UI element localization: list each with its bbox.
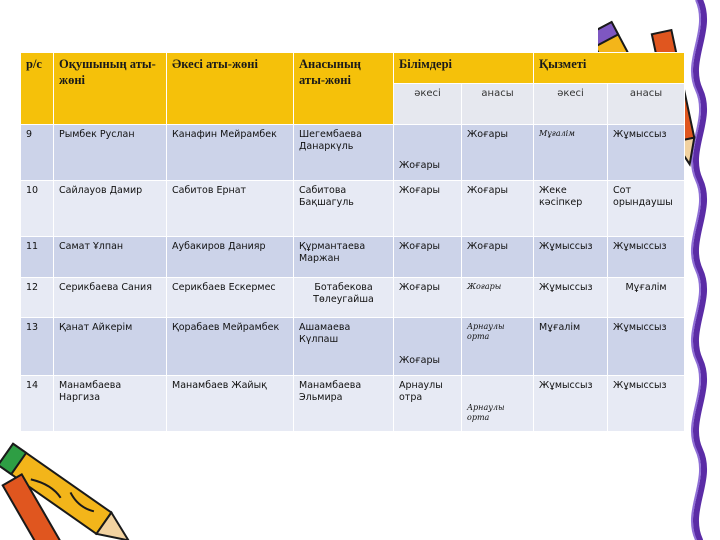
cell-student: Манамбаева Наргиза (54, 376, 167, 432)
cell-mother: Ботабекова Төлеугайша (294, 278, 394, 318)
cell-job-father: Жеке кәсіпкер (534, 181, 608, 237)
pencil-bottom-left-icon (0, 430, 130, 540)
subheader-job-mother: анасы (608, 84, 685, 125)
cell-job-mother: Сот орындаушы (608, 181, 685, 237)
subheader-job-father: әкесі (534, 84, 608, 125)
cell-edu-mother: Жоғары (462, 237, 534, 278)
cell-edu-mother: Жоғары (462, 278, 534, 318)
cell-job-father: Жұмыссыз (534, 376, 608, 432)
cell-mother: Шегембаева Данаркүль (294, 125, 394, 181)
cell-edu-mother: Жоғары (462, 125, 534, 181)
cell-father: Серикбаев Ескермес (167, 278, 294, 318)
cell-num: 13 (21, 318, 54, 376)
cell-num: 9 (21, 125, 54, 181)
cell-job-father: Жұмыссыз (534, 237, 608, 278)
cell-student: Серикбаева Сания (54, 278, 167, 318)
subheader-edu-father: әкесі (394, 84, 462, 125)
cell-mother: Ашамаева Күлпаш (294, 318, 394, 376)
cell-mother: Манамбаева Эльмира (294, 376, 394, 432)
cell-job-mother: Жұмыссыз (608, 376, 685, 432)
cell-edu-father: Жоғары (394, 278, 462, 318)
header-education: Білімдері (394, 53, 534, 84)
cell-mother: Құрмантаева Маржан (294, 237, 394, 278)
cell-edu-father: Арнаулы отра (394, 376, 462, 432)
cell-num: 14 (21, 376, 54, 432)
header-mother: Анасының аты-жөні (294, 53, 394, 125)
cell-edu-mother: Жоғары (462, 181, 534, 237)
cell-student: Рымбек Руслан (54, 125, 167, 181)
cell-father: Манамбаев Жайық (167, 376, 294, 432)
cell-student: Самат Ұлпан (54, 237, 167, 278)
header-num: р/с (21, 53, 54, 125)
table-row (21, 376, 685, 432)
table-row (21, 125, 685, 181)
cell-num: 10 (21, 181, 54, 237)
cell-job-mother: Жұмыссыз (608, 318, 685, 376)
cell-student: Қанат Айкерім (54, 318, 167, 376)
cell-num: 11 (21, 237, 54, 278)
cell-job-mother: Мұғалім (608, 278, 685, 318)
table-row (21, 318, 685, 376)
cell-job-mother: Жұмыссыз (608, 237, 685, 278)
cell-father: Канафин Мейрамбек (167, 125, 294, 181)
cell-edu-father: Жоғары (394, 181, 462, 237)
cell-edu-father: Жоғары (394, 318, 462, 376)
cell-edu-father: Жоғары (394, 237, 462, 278)
header-row (21, 53, 685, 84)
header-student: Оқушының аты-жөні (54, 53, 167, 125)
cell-edu-father: Жоғары (394, 125, 462, 181)
table-row (21, 237, 685, 278)
subheader-edu-mother: анасы (462, 84, 534, 125)
cell-father: Аубакиров Данияр (167, 237, 294, 278)
header-job: Қызметі (534, 53, 685, 84)
table-row (21, 181, 685, 237)
header-father: Әкесі аты-жөні (167, 53, 294, 125)
cell-edu-mother: Арнаулы орта (462, 318, 534, 376)
cell-num: 12 (21, 278, 54, 318)
cell-father: Сабитов Ернат (167, 181, 294, 237)
cell-father: Қорабаев Мейрамбек (167, 318, 294, 376)
cell-job-mother: Жұмыссыз (608, 125, 685, 181)
cell-mother: Сабитова Бақшагуль (294, 181, 394, 237)
cell-job-father: Мұғалім (534, 318, 608, 376)
cell-student: Сайлауов Дамир (54, 181, 167, 237)
cell-edu-mother: Арнаулы орта (462, 376, 534, 432)
parents-info-table (20, 52, 685, 432)
cell-job-father: Мұғалім (534, 125, 608, 181)
table-row (21, 278, 685, 318)
cell-job-father: Жұмыссыз (534, 278, 608, 318)
